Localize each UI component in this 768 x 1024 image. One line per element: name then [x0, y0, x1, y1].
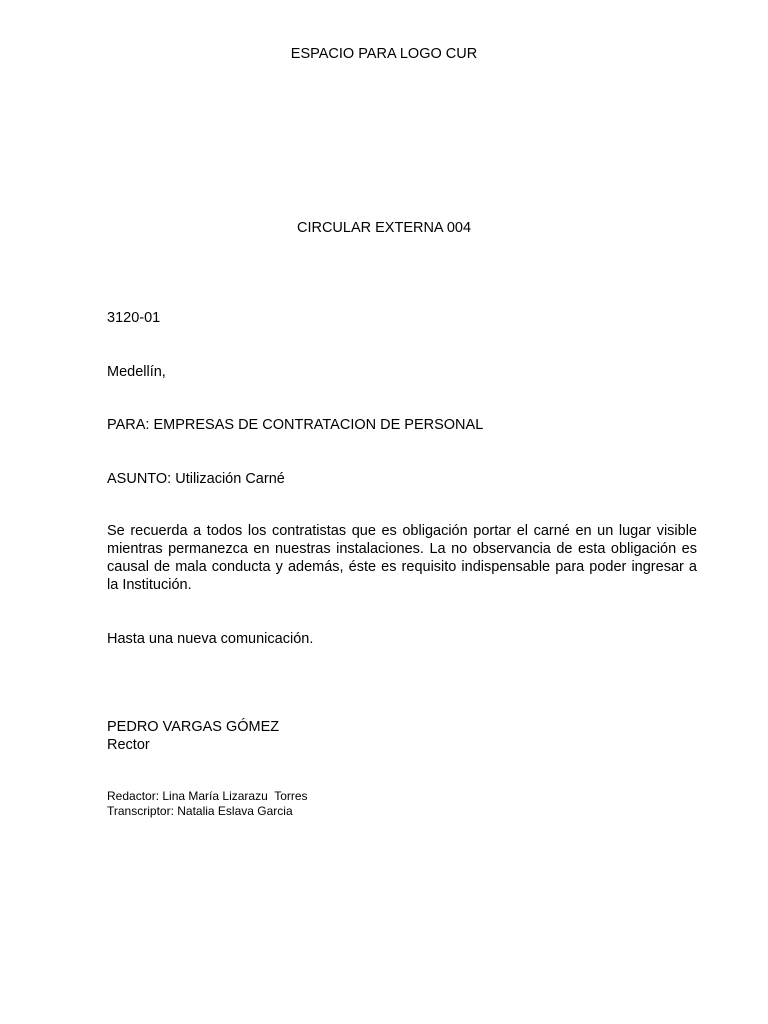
- redactor-line: Redactor: Lina María Lizarazu Torres: [107, 789, 308, 803]
- place-date: Medellín,: [107, 364, 166, 380]
- signature-block: [107, 718, 697, 754]
- reference-number: 3120-01: [107, 310, 161, 326]
- body-text: Se recuerda a todos los contratistas que es obligación portar el carné en un lugar visible mientras permanezca en nuestras instalaciones. La no observancia de esta obligación es causal de mala conducta y además, éste es requisito indispensable para poder ingresar a la Institución.: [107, 523, 697, 593]
- logo-placeholder: ESPACIO PARA LOGO CUR: [290, 46, 478, 62]
- signer-title: Rector: [107, 737, 150, 753]
- credits-block: [107, 789, 697, 819]
- recipient-line: PARA: EMPRESAS DE CONTRATACION DE PERSONAL: [107, 417, 484, 433]
- closing-line: Hasta una nueva comunicación.: [107, 631, 314, 647]
- circular-title: CIRCULAR EXTERNA 004: [296, 220, 472, 236]
- signer-name: PEDRO VARGAS GÓMEZ: [107, 719, 280, 735]
- subject-line: ASUNTO: Utilización Carné: [107, 471, 285, 487]
- transcriptor-line: Transcriptor: Natalia Eslava Garcia: [107, 804, 293, 818]
- body-paragraph: [107, 522, 697, 594]
